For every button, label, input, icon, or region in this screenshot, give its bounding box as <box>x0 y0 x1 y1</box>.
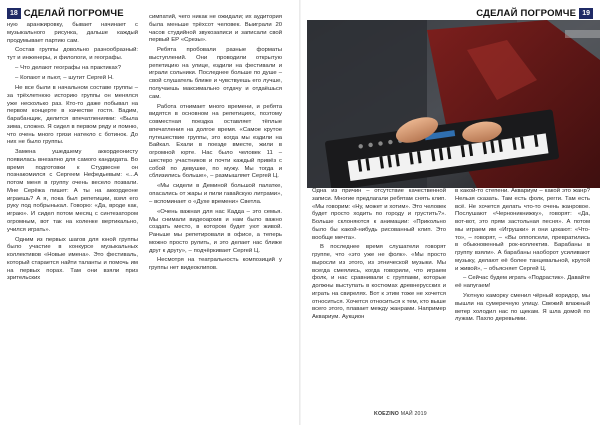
left-section-title: СДЕЛАЙ ПОГРОМЧЕ <box>23 7 124 19</box>
issue-date: МАЙ 2019 <box>400 411 427 417</box>
right-page-number: 19 <box>579 8 593 19</box>
paragraph: Состав группы довольно разнообразный: тут и инженеры, и филологи, и географы. <box>7 47 138 62</box>
paragraph: «Очень важная для нас Кадда – это семья. Мы снимали видеоархив и нам было важно создать место, в котором будет уют живой. Раньше мы репетировали в офисе, а теперь можно просто рулить, и это делает нас ближе друг к другу», – подчёркивает Сергей Ц. <box>149 208 282 254</box>
paragraph: В последнее время слушатели говорят группе, что «это уже не фолк». «Мы просто выросли из этого, из этнической музыки. Мы всегда смеялись, когда говорили, что играем фолк, и нас сравнивали с группами, которые должны выступать в костюмах древнерусских и играть на свирелях. Вот к этим тоже не хочется относиться. Хочется относиться к тем, кто выше всего этого, плавает между жанрами. Например Аквариум. Аукцион <box>312 244 446 321</box>
right-section-title: СДЕЛАЙ ПОГРОМЧЕ <box>476 7 577 19</box>
page-gutter <box>299 0 301 425</box>
right-page-header <box>476 7 593 19</box>
paragraph: Замена ушедшему аккордеонисту появилась внезапно для самого кандидата. Во время подготовки к Студвесне он познакомился с Сергеем Нефедьевым: «...А потом меня в группу очень весело позвали. Мне Серёжа пишет: А ты на аккордеоне играешь? А я, пока был репетиции, взял его руку под побрынькал. Говорю: «Да, вроде как, играю». И сидел потом месяц с синтезатором огромным, вот так на коленке вертикально, учился играть». <box>7 149 138 233</box>
paragraph: Одна из причин – отсутствие качественной записи. Многие предлагали ребятам снять клип. «Мы говорим: «Ну, может и хотим». Это человек будет просто ходить по городу и грустить?». Больше склоняются к анимации: «Прикольно было бы какой-нибудь рисованный клип. Это вообще мечта». <box>312 188 446 241</box>
paragraph: Работа отнимает много времени, и ребята видятся в основном на репетициях, поэтому совместная поездка оставляет тёплые впечатления на долгое время. «Самое крутое путешествие группы, это когда мы ездили на Байкал. Ехали в поезде вместе, жили в огромной юрте. Нас было человек 11 – шестеро участников и почти каждый привёз с собой по девушке, по мужу. Мы тогда и сблизились больше», – размышляет Сергей Ц. <box>149 103 282 180</box>
article-column-3 <box>312 188 446 324</box>
magazine-name: KOEZINO <box>374 411 400 417</box>
left-page-number: 18 <box>7 8 21 19</box>
paragraph: – Что делают географы на практиках? <box>15 65 121 72</box>
left-page-header <box>7 7 124 19</box>
paragraph: – Сейчас будем играть «Подрастик». Давайте её напугаем! <box>455 275 590 290</box>
magazine-footer <box>374 411 427 417</box>
keyboard-player-photo <box>307 20 600 188</box>
article-column-2 <box>149 14 282 275</box>
photo-illustration <box>307 20 600 188</box>
article-column-1 <box>7 22 138 285</box>
paragraph: ную аранжировку, бывает начинает с музыкального рисунка, дальше каждый продумывает партию сам. <box>7 22 138 44</box>
paragraph: Одним из первых шагов для юной группы было участие в конкурсе музыкальных коллективов «Новые имена». Это фестиваль, который старается найти таланты и помочь им на первых порах. Там они взяли приз зрительских <box>7 236 138 282</box>
article-column-4 <box>455 188 590 326</box>
paragraph: Не все были в начальном составе группы – за трёхлетнюю историю группы он менялся уже несколько раз. Кто-то даже побывал на первом концерте в качестве гостя. Вадим, барабанщик, делится впечатлениями: «Была зима, сложно. Я сидел в первом ряду и помню, что очень много грязи натекло с ботинок. До них не было группы. <box>7 85 139 146</box>
paragraph: Уютную каморку сменил чёрный коридор, мы вышли на сумеречную улицу. Свежий влажный ветер холодил нас по щекам. Я шла домой по лужам. Пахло деревьями. <box>455 293 590 323</box>
paragraph: – Копают и пьют, – шутит Сергей Н. <box>15 75 114 82</box>
paragraph: «Мы сидели в Деминой большой палатке, опасались от жары и пили гавайскую литрами», – вспоминает о «Духе времени» Светла. <box>149 183 282 205</box>
paragraph: в какой-то степени. Аквариум – какой это жанр? Нельзя сказать. Там есть фолк, регги. Там есть всё. Не хочется делать что-то очень жанровое. Послушают «Черноникнижку», говорят: «Да, вот-вот, это прям застольная песня». А потом мы играем им «Игрушки» и они цокают: «Что-то», – говорят, – «Вы оппопсели, превратились в обыкновенный рок-коллектив. Барабаны в группу взяли». А барабаны наоборот усиливают музыку, делают её более танцевальной, крутой и живой», – объясняет Сергей Ц. <box>455 188 590 272</box>
paragraph: Ребята пробовали разные форматы выступлений. Они проводили открытую репетицию на улице, ездили на фестивали и играли сольники. Последнее больше по душе – свой слушатель ближе и чувствуешь его лучше, получаешь максимально отдачу и отдаёшься сам. <box>149 47 282 100</box>
paragraph: симпатий, чего никак не ожидали; их аудитория была меньше трёхсот человек. Выиграли 20 часов студийной звукозаписи и записали свой первый EP «Срезы». <box>149 14 282 44</box>
paragraph: Несмотря на театральность композиций у группы нет видеоклипов. <box>149 257 282 272</box>
